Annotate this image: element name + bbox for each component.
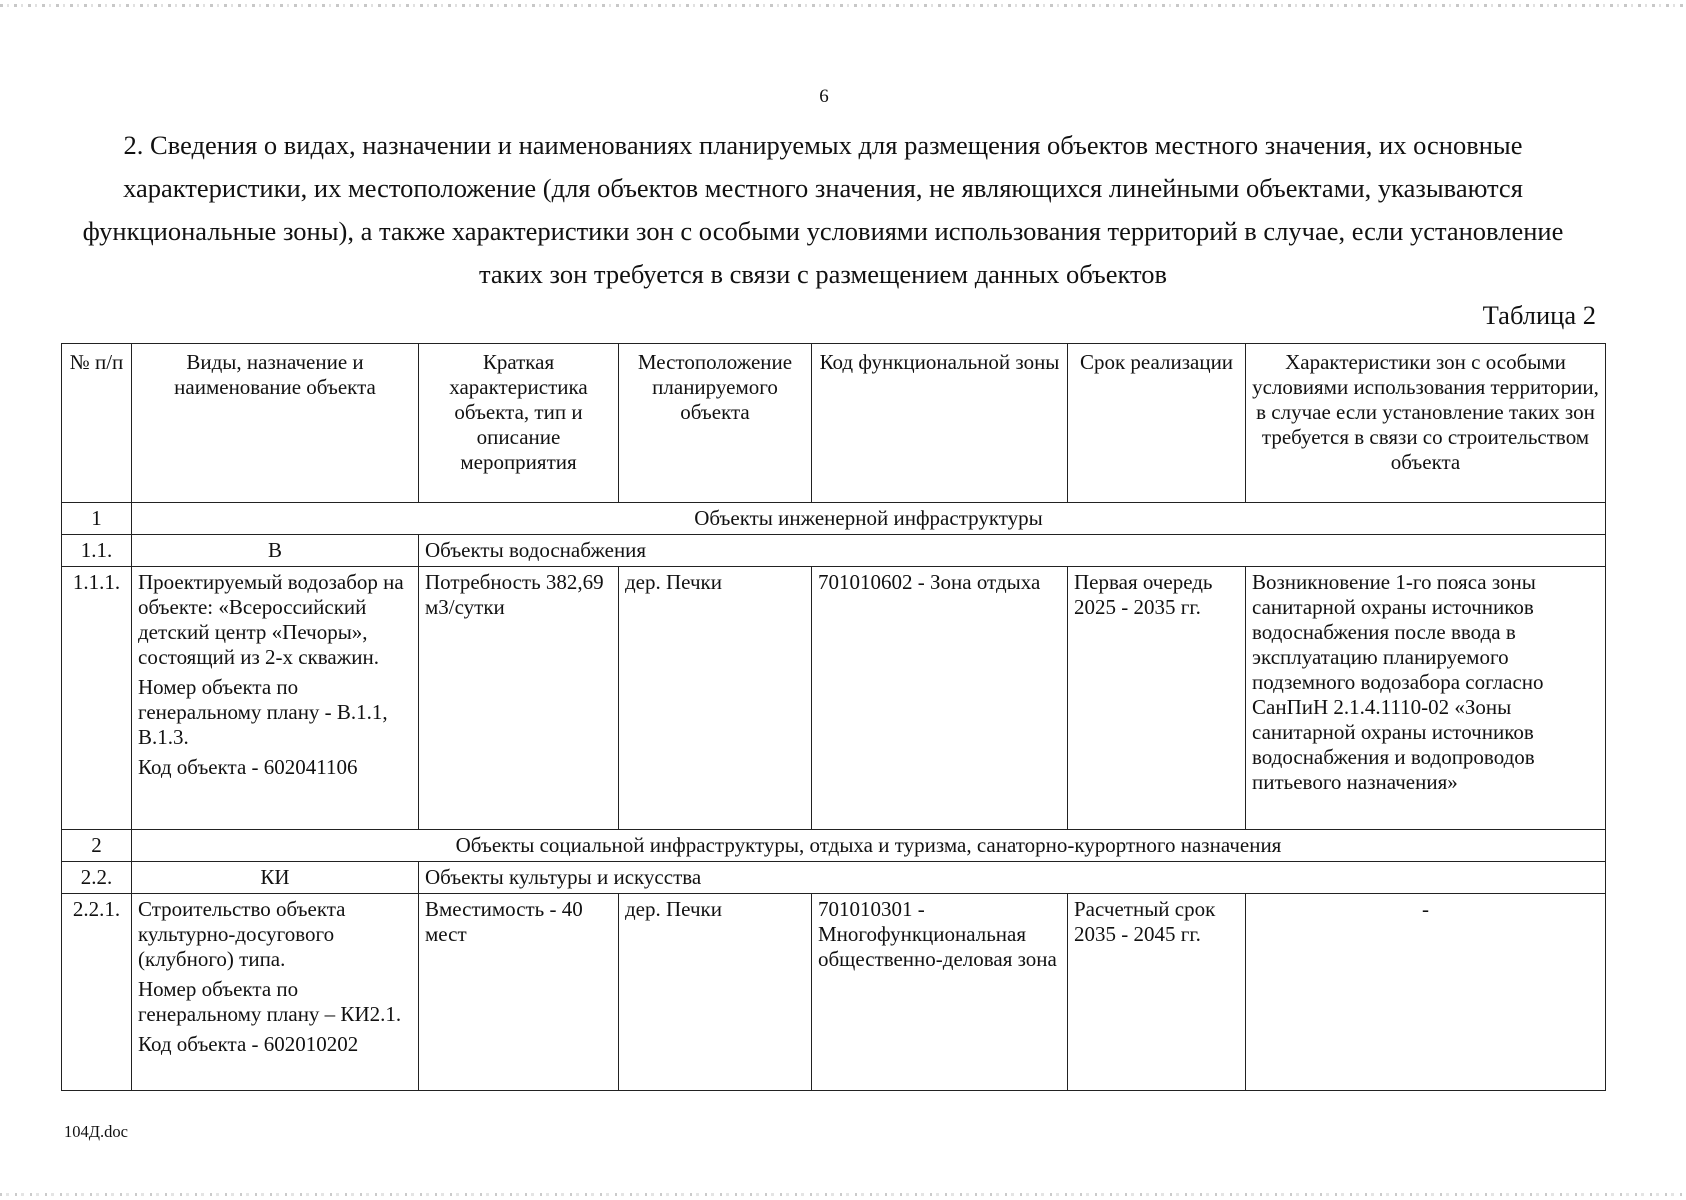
row-desc: Вместимость - 40 мест xyxy=(419,894,619,1091)
file-name: 104Д.doc xyxy=(64,1122,128,1141)
row-name xyxy=(132,567,419,830)
row-location: дер. Печки xyxy=(619,894,812,1091)
row-zone-chars: - xyxy=(1246,894,1606,1091)
table-caption: Таблица 2 xyxy=(1482,300,1596,330)
subsection-num: 1.1. xyxy=(62,535,132,567)
objects-table xyxy=(61,343,1606,1091)
row-name-text: Строительство объекта культурно-досугового (клубного) типа. xyxy=(138,897,346,971)
header-num: № п/п xyxy=(62,344,132,503)
row-object-code: Код объекта - 602041106 xyxy=(138,755,358,779)
header-zone-code: Код функциональной зоны xyxy=(812,344,1068,503)
section-title: Объекты социальной инфраструктуры, отдыха и туризма, санаторно-курортного назначения xyxy=(132,830,1606,862)
header-desc: Краткая характеристика объекта, тип и описание мероприятия xyxy=(419,344,619,503)
subsection-code: В xyxy=(132,535,419,567)
page-number: 6 xyxy=(819,86,829,107)
row-object-code: Код объекта - 602010202 xyxy=(138,1032,359,1056)
subsection-row xyxy=(62,862,1606,894)
row-num: 2.2.1. xyxy=(62,894,132,1091)
section-title: Объекты инженерной инфраструктуры xyxy=(132,503,1606,535)
header-zone-chars: Характеристики зон с особыми условиями использования территории, в случае если установление таких зон требуется в связи со строительством объекта xyxy=(1246,344,1606,503)
table-header-row xyxy=(62,344,1606,503)
row-location: дер. Печки xyxy=(619,567,812,830)
subsection-code: КИ xyxy=(132,862,419,894)
row-zone-code: 701010301 - Многофункциональная общественно-деловая зона xyxy=(812,894,1068,1091)
section-num: 2 xyxy=(62,830,132,862)
row-zone-chars: Возникновение 1-го пояса зоны санитарной охраны источников водоснабжения после ввода в эксплуатацию планируемого подземного водозабора согласно СанПиН 2.1.4.1110-02 «Зоны санитарной охраны источников водоснабжения и водопроводов питьевого назначения» xyxy=(1246,567,1606,830)
section-heading: 2. Сведения о видах, назначении и наименованиях планируемых для размещения объектов местного значения, их основные характеристики, их местоположение (для объектов местного значения, не являющихся линейными объектами, указываются функциональные зоны), а также характеристики зон с особыми условиями использования территорий в случае, если установление таких зон требуется в связи с размещением данных объектов xyxy=(82,130,1564,289)
row-term: Расчетный срок 2035 - 2045 гг. xyxy=(1068,894,1246,1091)
section-num: 1 xyxy=(62,503,132,535)
subsection-row xyxy=(62,535,1606,567)
subsection-title: Объекты водоснабжения xyxy=(419,535,1606,567)
table-row xyxy=(62,894,1606,1091)
header-location: Местоположение планируемого объекта xyxy=(619,344,812,503)
scan-edge-top xyxy=(0,4,1686,7)
row-zone-code: 701010602 - Зона отдыха xyxy=(812,567,1068,830)
row-name xyxy=(132,894,419,1091)
row-desc: Потребность 382,69 м3/сутки xyxy=(419,567,619,830)
row-plan-number: Номер объекта по генеральному плану - В.1.1, В.1.3. xyxy=(138,675,388,749)
header-term: Срок реализации xyxy=(1068,344,1246,503)
table-row xyxy=(62,567,1606,830)
subsection-num: 2.2. xyxy=(62,862,132,894)
row-plan-number: Номер объекта по генеральному плану – КИ2.1. xyxy=(138,977,402,1026)
subsection-title: Объекты культуры и искусства xyxy=(419,862,1606,894)
row-name-text: Проектируемый водозабор на объекте: «Всероссийский детский центр «Печоры», состоящий из 2-х скважин. xyxy=(138,570,404,669)
header-name: Виды, назначение и наименование объекта xyxy=(132,344,419,503)
row-num: 1.1.1. xyxy=(62,567,132,830)
section-row xyxy=(62,830,1606,862)
row-term: Первая очередь 2025 - 2035 гг. xyxy=(1068,567,1246,830)
section-row xyxy=(62,503,1606,535)
scan-edge-bottom xyxy=(0,1193,1686,1196)
